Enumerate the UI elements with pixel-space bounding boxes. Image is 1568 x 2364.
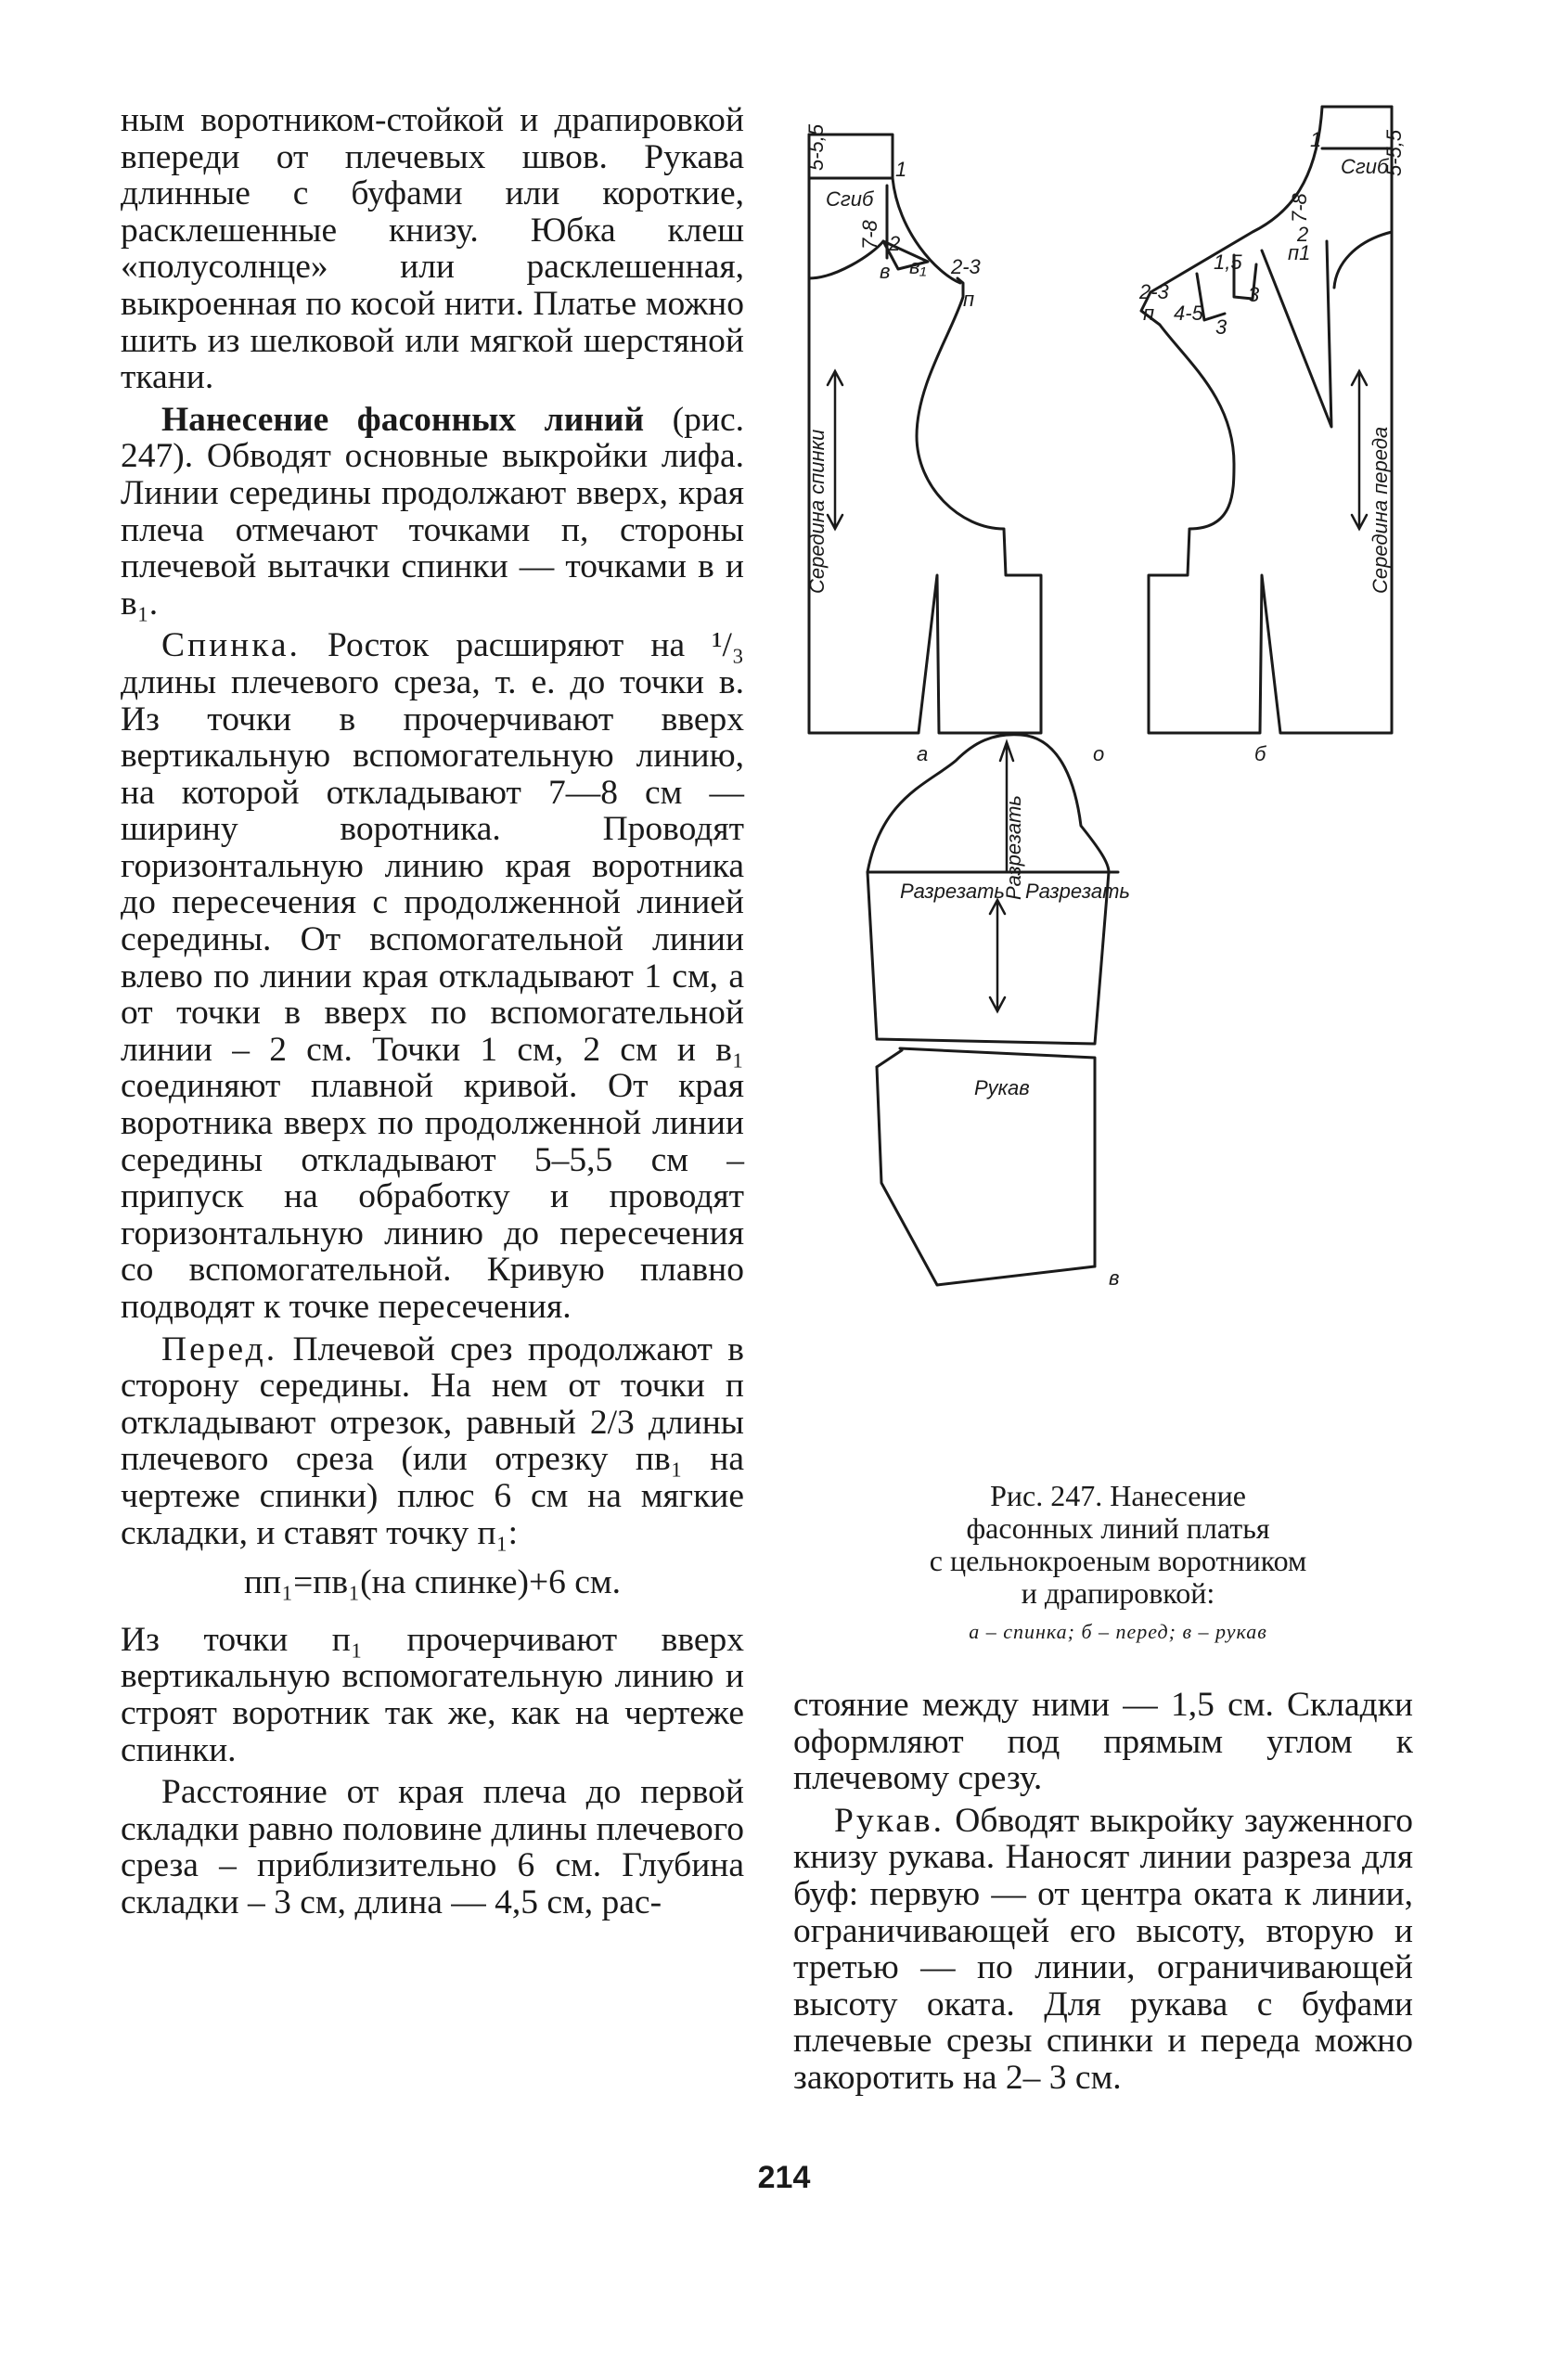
- pattern-figure: [798, 93, 1438, 1457]
- paragraph-body: Росток расширяют на ¹/₃ длины плечевого среза, т. е. до точки в. Из точки в прочерчивают вверх вертикальную вспомогательную линию, на которой откладывают 7—8 см — ширину воротника. Проводят горизонтальную линию края воротника до пересечения с продолженной линией середины. От вспомогательной линии влево по линии края откладывают 1 см, а от точки в вверх по вспомогательной линии – 2 см. Точки 1 см, 2 см и в₁ соединяют плавной кривой. От края воротника вверх по продолженной линии середины откладывают 5–5,5 см – припуск на обработку и проводят горизонтальную линию до пересечения со вспомогательной. Кривую плавно подводят к точке пересечения.: [121, 626, 744, 1326]
- paragraph: [793, 1803, 1413, 2097]
- figure-label: 4-5: [1174, 302, 1203, 325]
- figure-label: Середина спинки: [805, 429, 829, 594]
- formula: пп₁=пв₁(на спинке)+6 см.: [243, 1563, 622, 1602]
- figure-label: 2-3: [1139, 280, 1169, 303]
- figure-label: 7-8: [858, 220, 881, 250]
- figure-label: 5-5,5: [1382, 129, 1406, 176]
- paragraph: Из точки п₁ прочерчивают вверх вертикальную вспомогательную линию и строят воротник так же, как на чертеже спинки.: [121, 1620, 744, 1769]
- figure-label: о: [1093, 742, 1105, 765]
- section-heading: Перед.: [161, 1330, 278, 1368]
- caption-key: а – спинка; б – перед; в – рукав: [969, 1620, 1267, 1643]
- figure-label: Середина переда: [1369, 426, 1392, 594]
- paragraph: стояние между ними — 1,5 см. Складки оформляют под прямым углом к плечевому срезу.: [793, 1686, 1413, 1798]
- caption-line: фасонных линий платья: [966, 1511, 1270, 1545]
- figure-label: Разрезать: [1025, 880, 1130, 903]
- text-column-right: [793, 1687, 1413, 2097]
- figure-label: 1: [895, 158, 907, 181]
- paragraph-body: Обводят выкройку зауженного книзу рукава. Наносят линии разреза для буф: первую — от центра оката к линии, ограничивающей его высоту, вторую и третью — по линии, ограничивающей высоту оката. Для рукава с буфами плечевые срезы спинки и переда можно закоротить на 2– 3 см.: [793, 1801, 1413, 2097]
- figure-label: в₁: [909, 255, 927, 278]
- section-heading: Рукав.: [834, 1801, 945, 1840]
- figure-label: 2: [1297, 223, 1309, 246]
- figure-label: Разрезать: [1002, 795, 1025, 900]
- caption-line: Рис. 247. Нанесение: [990, 1479, 1246, 1512]
- figure-label: а: [917, 742, 929, 765]
- paragraph: ным воротником-стойкой и драпировкой впереди от плечевых швов. Рукава длинные с буфами или короткие, расклешенные книзу. Юбка клеш «полусолнце» или расклешенная, выкроенная по косой нити. Платье можно шить из шелковой или мягкой шерстяной ткани.: [121, 101, 744, 397]
- front-bodice-outline: [1141, 107, 1392, 733]
- figure-label: 1,5: [1214, 251, 1242, 274]
- page-number: 214: [757, 2160, 811, 2195]
- sleeve-outline: [868, 735, 1118, 1285]
- grain-arrow-sleeve: [990, 900, 1005, 1011]
- figure-label: п: [963, 288, 975, 311]
- caption-line: и драпировкой:: [1021, 1576, 1215, 1610]
- paragraph: [121, 1331, 744, 1552]
- text-column-left: [121, 102, 744, 1921]
- figure-label: п: [1143, 302, 1155, 325]
- figure-label: 1: [1310, 128, 1322, 151]
- figure-label: 7-8: [1288, 193, 1311, 223]
- figure-label: 3: [1215, 315, 1227, 339]
- figure-label: в: [880, 260, 891, 283]
- figure-label: Сгиб: [826, 187, 874, 211]
- section-heading: Нанесение фасонных линий: [161, 400, 645, 439]
- figure-label: 2: [889, 232, 901, 255]
- section-heading: Спинка.: [161, 626, 301, 665]
- figure-caption: [840, 1480, 1396, 1648]
- figure-label: Рукав: [974, 1076, 1030, 1099]
- paragraph: [121, 402, 744, 623]
- figure-label: 5-5,5: [804, 123, 828, 171]
- paragraph-body: (рис. 247). Обводят основные выкройки лифа. Линии середины продолжают вверх, края плеча отмечают точками п, стороны плечевой вытачки спинки — точками в и в₁.: [121, 400, 744, 623]
- figure-label: 3: [1248, 283, 1260, 306]
- figure-label: б: [1254, 742, 1266, 765]
- back-bodice-outline: [809, 135, 1041, 733]
- grain-arrow-back: [828, 371, 842, 529]
- figure-label: в: [1109, 1266, 1120, 1290]
- figure-label: п1: [1288, 241, 1311, 264]
- paragraph: [121, 627, 744, 1325]
- paragraph-body: Плечевой срез продолжают в сторону середины. На нем от точки п откладывают отрезок, равный 2/3 длины плечевого среза (или отрезку пв₁ на чертеже спинки) плюс 6 см на мягкие складки, и ставят точку п₁:: [121, 1330, 744, 1552]
- figure-label: 2-3: [951, 255, 981, 278]
- grain-arrow-front: [1352, 371, 1367, 529]
- caption-line: с цельнокроеным воротником: [929, 1544, 1307, 1577]
- figure-label: Разрезать: [900, 880, 1005, 903]
- paragraph: Расстояние от края плеча до первой складки равно половине длины плечевого среза – приблизительно 6 см. Глубина складки – 3 см, длина — 4,5 см, рас-: [121, 1773, 744, 1921]
- figure-label: Сгиб: [1341, 155, 1389, 178]
